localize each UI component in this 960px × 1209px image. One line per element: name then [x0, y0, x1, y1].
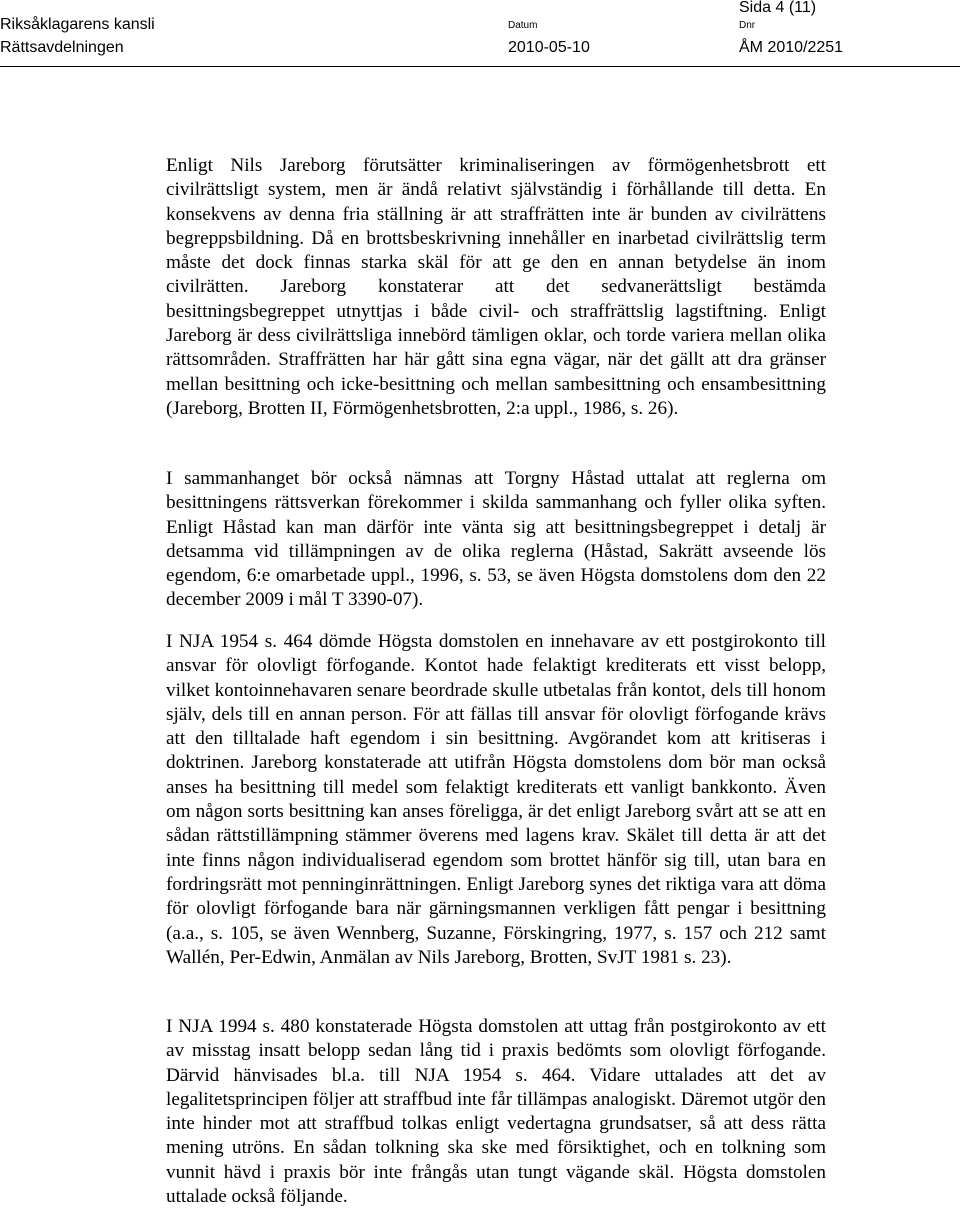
date-value: 2010-05-10: [508, 39, 590, 56]
page-number: Sida 4 (11): [739, 0, 817, 16]
header-divider: [0, 66, 960, 67]
department-name: Rättsavdelningen: [0, 39, 124, 56]
paragraph-1: Enligt Nils Jareborg förutsätter kriminaliseringen av förmögenhetsbrott ett civilrättsligt system, men är ändå relativt självständig i förhållande till detta. En konsekvens av denna fria ställning är att straffrätten inte är bunden av civilrättens begreppsbildning. Då en brottsbeskrivning innehåller en inarbetad civilrättslig term måste det dock finnas starka skäl för att ge den en annan betydelse än inom civilrätten. Jareborg konstaterar att det sedvanerättsligt bestämda besittningsbegreppet utnyttjas i både civil- och straffrättslig lagstiftning. Enligt Jareborg är dess civilrättsliga innebörd tämligen oklar, och torde variera mellan olika rättsområden. Straffrätten har här gått sina egna vägar, när det gällt att dra gränser mellan besittning och icke-besittning och mellan sambesittning och ensambesittning (Jareborg, Brotten II, Förmögenhetsbrotten, 2:a uppl., 1986, s. 26).: [166, 155, 826, 419]
paragraph-4: I NJA 1994 s. 480 konstaterade Högsta domstolen att uttag från postgirokonto av ett av misstag insatt belopp sedan lång tid i praxis bedömts som olovligt förfogande. Därvid hänvisades bl.a. till NJA 1954 s. 464. Vidare uttalades att det av legalitetsprincipen följer att straffbud inte får tillämpas analogiskt. Däremot utgör den inte hinder mot att straffbud tolkas enligt vedertagna grundsatser, så att dess rätta mening utröns. En sådan tolkning ska ske med försiktighet, och en tolkning som vunnit hävd i praxis bör inte frångås utan tungt vägande skäl. Högsta domstolen uttalade också följande.: [166, 1016, 826, 1208]
paragraph-2: I sammanhanget bör också nämnas att Torgny Håstad uttalat att reglerna om besittningens rättsverkan förekommer i skilda sammanhang och fyller olika syften. Enligt Håstad kan man därför inte vänta sig att besittningsbegreppet i detalj är detsamma vid tillämpningen av de olika reglerna (Håstad, Sakrätt avseende lös egendom, 6:e omarbetade uppl., 1996, s. 53, se även Högsta domstolens dom den 22 december 2009 i mål T 3390-07).: [166, 468, 826, 611]
dnr-value: ÅM 2010/2251: [739, 39, 844, 56]
paragraph-3: I NJA 1954 s. 464 dömde Högsta domstolen en innehavare av ett postgirokonto till ansvar för olovligt förfogande. Kontot hade felaktigt krediterats ett visst belopp, vilket kontoinnehavaren senare beordrade skulle utbetalas från kontot, dels till honom själv, dels till en annan person. För att fällas till ansvar för olovligt förfogande krävs att den tilltalade haft egendom i sin besittning. Avgörandet kom att kritiseras i doktrinen. Jareborg konstaterade att utifrån Högsta domstolens dom bör man också anses ha besittning till medel som felaktigt krediterats ett vanligt bankkonto. Även om någon sorts besittning kan anses föreligga, är det enligt Jareborg svårt att se att en sådan rättstillämpning stämmer överens med lagens krav. Skälet till detta är att det inte finns någon individualiserad egendom som brottet hänför sig till, utan bara en fordringsrätt mot penninginrättningen. Enligt Jareborg synes det riktiga vara att döma för olovligt förfogande bara när gärningsmannen verkligen fått pengar i besittning (a.a., s. 105, se även Wennberg, Suzanne, Förskingring, 1977, s. 157 och 212 samt Wallén, Per-Edwin, Anmälan av Nils Jareborg, Brotten, SvJT 1981 s. 23).: [166, 631, 826, 968]
date-label: Datum: [508, 20, 538, 31]
dnr-label: Dnr: [739, 20, 756, 31]
org-name: Riksåklagarens kansli: [0, 16, 155, 33]
